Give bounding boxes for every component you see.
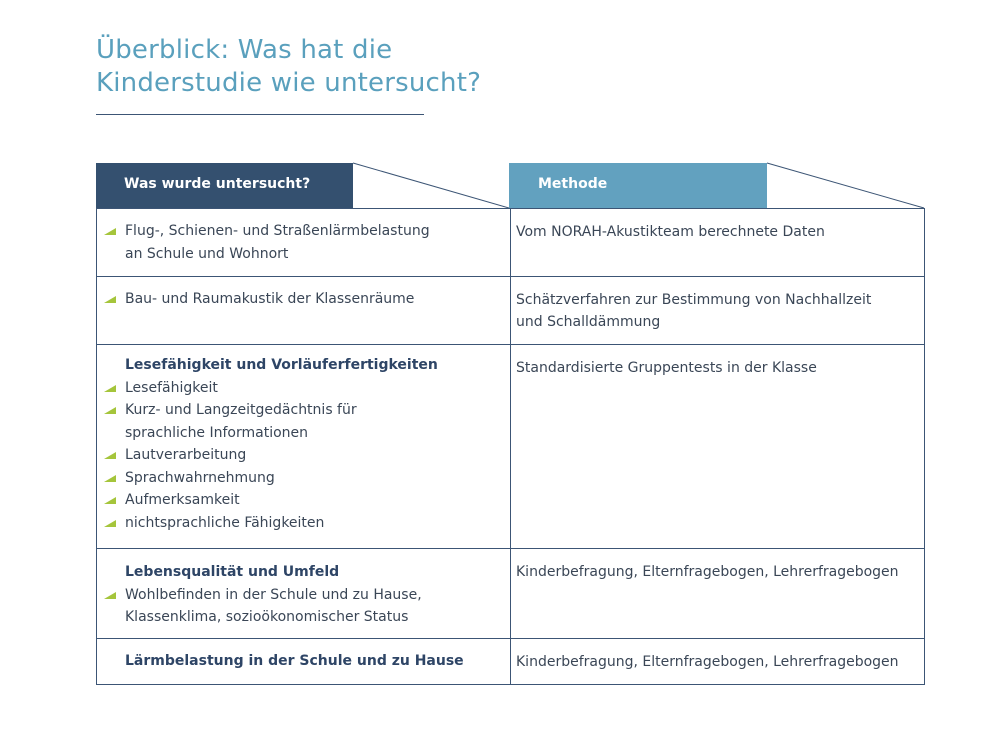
row-method-cell (516, 561, 916, 583)
triangle-bullet-icon (104, 385, 116, 392)
list-item (97, 399, 510, 422)
list-item (97, 377, 510, 400)
row-topic-cell (97, 639, 510, 673)
item-text: sprachliche Informationen (125, 424, 309, 441)
row-topic-cell (97, 209, 510, 265)
table-row (97, 345, 924, 549)
item-text: Flug-, Schienen- und Straßenlärmbelastung (125, 223, 430, 239)
list-item (97, 220, 510, 243)
table-row (97, 277, 924, 345)
triangle-bullet-icon (104, 296, 116, 303)
header-tab-left-slope (353, 163, 509, 208)
method-text: Kinderbefragung, Elternfragebogen, Lehrerfragebogen (516, 654, 899, 670)
item-text: Wohlbefinden in der Schule und zu Hause, (125, 586, 422, 603)
list-item (97, 584, 510, 607)
triangle-bullet-icon (104, 520, 116, 527)
item-text: Klassenklima, sozioökonomischer Status (125, 609, 409, 625)
triangle-bullet-icon (104, 592, 116, 599)
row-method-cell (516, 221, 916, 243)
section-heading: Lärmbelastung in der Schule und zu Hause (125, 653, 464, 669)
section-heading: Lebensqualität und Umfeld (125, 564, 340, 580)
item-text: Kurz- und Langzeitgedächtnis für (125, 402, 357, 418)
list-item (97, 288, 510, 311)
title-line-2: Kinderstudie wie untersucht? (96, 68, 482, 98)
overview-table (96, 208, 925, 685)
row-method-cell (516, 289, 916, 333)
row-topic-cell (97, 549, 510, 629)
item-text: Lesefähigkeit (125, 379, 218, 396)
header-right-label: Methode (538, 176, 608, 192)
method-text: Schätzverfahren zur Bestimmung von Nachhallzeit (516, 292, 872, 308)
header-left-label: Was wurde untersucht? (124, 176, 311, 192)
list-item-continuation (97, 422, 510, 445)
method-text: Vom NORAH-Akustikteam berechnete Daten (516, 224, 825, 240)
triangle-bullet-icon (104, 452, 116, 459)
list-item (97, 512, 510, 535)
method-text: Standardisierte Gruppentests in der Klasse (516, 360, 817, 376)
item-text: Lautverarbeitung (125, 447, 247, 463)
list-item (97, 489, 510, 512)
header-tab-right-slope (767, 163, 924, 208)
item-text: Bau- und Raumakustik der Klassenräume (125, 291, 415, 307)
list-item-continuation (97, 606, 510, 629)
title-line-1: Überblick: Was hat die (96, 35, 393, 65)
list-item-continuation (97, 243, 510, 266)
triangle-bullet-icon (104, 228, 116, 235)
item-text: Aufmerksamkeit (125, 492, 240, 508)
row-method-cell (516, 651, 916, 673)
item-text: an Schule und Wohnort (125, 245, 289, 262)
row-topic-cell (97, 277, 510, 311)
table-row (97, 639, 924, 684)
method-text: und Schalldämmung (516, 314, 661, 330)
item-text: nichtsprachliche Fähigkeiten (125, 514, 325, 531)
triangle-bullet-icon (104, 497, 116, 504)
table-row (97, 549, 924, 639)
section-heading: Lesefähigkeit und Vorläuferfertigkeiten (125, 357, 438, 373)
triangle-bullet-icon (104, 407, 116, 414)
row-method-cell (516, 357, 916, 379)
method-text: Kinderbefragung, Elternfragebogen, Lehrerfragebogen (516, 564, 899, 580)
row-topic-cell (97, 345, 510, 534)
list-item (97, 467, 510, 490)
list-item (97, 444, 510, 467)
table-row (97, 209, 924, 277)
triangle-bullet-icon (104, 475, 116, 482)
item-text: Sprachwahrnehmung (125, 469, 275, 486)
